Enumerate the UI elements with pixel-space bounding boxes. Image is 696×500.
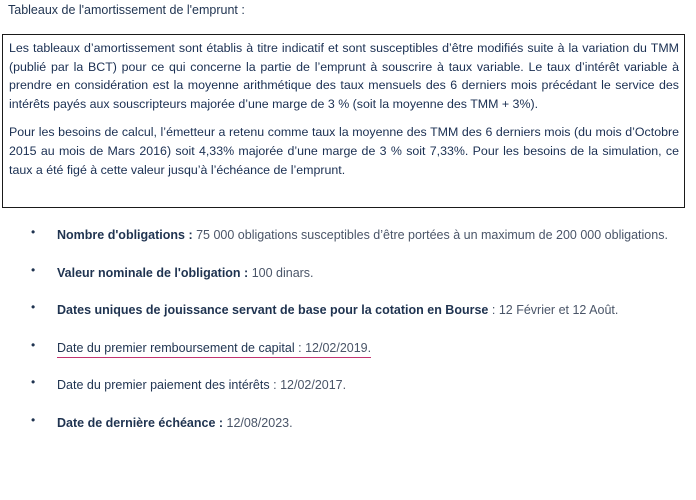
enjoyment-dates-label: Dates uniques de jouissance servant de base pour la cotation en Bourse (57, 303, 489, 317)
list-item-first-interest-payment (0, 374, 696, 412)
nominal-value-value: 100 dinars. (251, 265, 314, 280)
bond-count-label: Nombre d'obligations : (57, 228, 193, 242)
list-item-bond-count (0, 224, 696, 262)
notice-paragraph-2: Pour les besoins de calcul, l’émetteur a retenu comme taux la moyenne des TMM des 6 derniers mois (du mois d’Octobre 2015 au mois de Mars 2016) soit 4,33% majorée d’une marge de 3 % soit 7,33%. Pour les besoins de la simulation, ce taux a été figé à cette valeur jusqu’à l’échéance de l’emprunt. (9, 125, 679, 177)
bullet-dot-icon: • (31, 375, 36, 389)
bullet-dot-icon: • (31, 300, 36, 314)
list-item-enjoyment-dates (0, 299, 696, 337)
list-item-first-capital-repayment (0, 337, 696, 375)
notice-paragraph-1: Les tableaux d’amortissement sont établis à titre indicatif et sont susceptibles d’être modifiés suite à la variation du TMM (publié par la BCT) pour ce qui concerne la partie de l’emprunt à souscrire à taux variable. Le taux d’intérêt variable à prendre en considération est la moyenne arithmétique des taux mensuels des 6 derniers mois précédant le service des intérêts payés aux souscripteurs majorée d’une marge de 3 % (soit la moyenne des TMM + 3%). (9, 41, 679, 111)
list-item-nominal-value (0, 262, 696, 300)
first-capital-repayment-label: Date du premier remboursement de capital (57, 340, 295, 355)
bullet-dot-icon: • (31, 412, 36, 427)
bond-count-value: 75 000 obligations susceptibles d’être portées à un maximum de 200 000 obligations. (196, 228, 668, 242)
bond-details-list (0, 224, 696, 449)
enjoyment-dates-separator: : (491, 303, 496, 317)
first-interest-payment-label: Date du premier paiement des intérêts (57, 378, 270, 392)
section-heading: Tableaux de l'amortissement de l'emprunt : (8, 3, 245, 17)
last-maturity-label: Date de dernière échéance : (57, 415, 224, 430)
bullet-dot-icon: • (31, 225, 36, 239)
first-interest-payment-value: 12/02/2017. (280, 378, 347, 392)
first-interest-payment-separator: : (273, 378, 277, 392)
first-capital-repayment-separator: : (298, 340, 302, 355)
list-item-last-maturity (0, 412, 696, 450)
bullet-dot-icon: • (31, 262, 36, 277)
bullet-dot-icon: • (31, 337, 36, 352)
first-capital-repayment-value: 12/02/2019. (305, 340, 372, 355)
enjoyment-dates-value: 12 Février et 12 Août. (498, 303, 619, 317)
nominal-value-label: Valeur nominale de l'obligation : (57, 265, 249, 280)
last-maturity-value: 12/08/2023. (226, 415, 293, 430)
first-capital-repayment-line (57, 341, 371, 358)
amortization-notice-box (2, 34, 685, 208)
